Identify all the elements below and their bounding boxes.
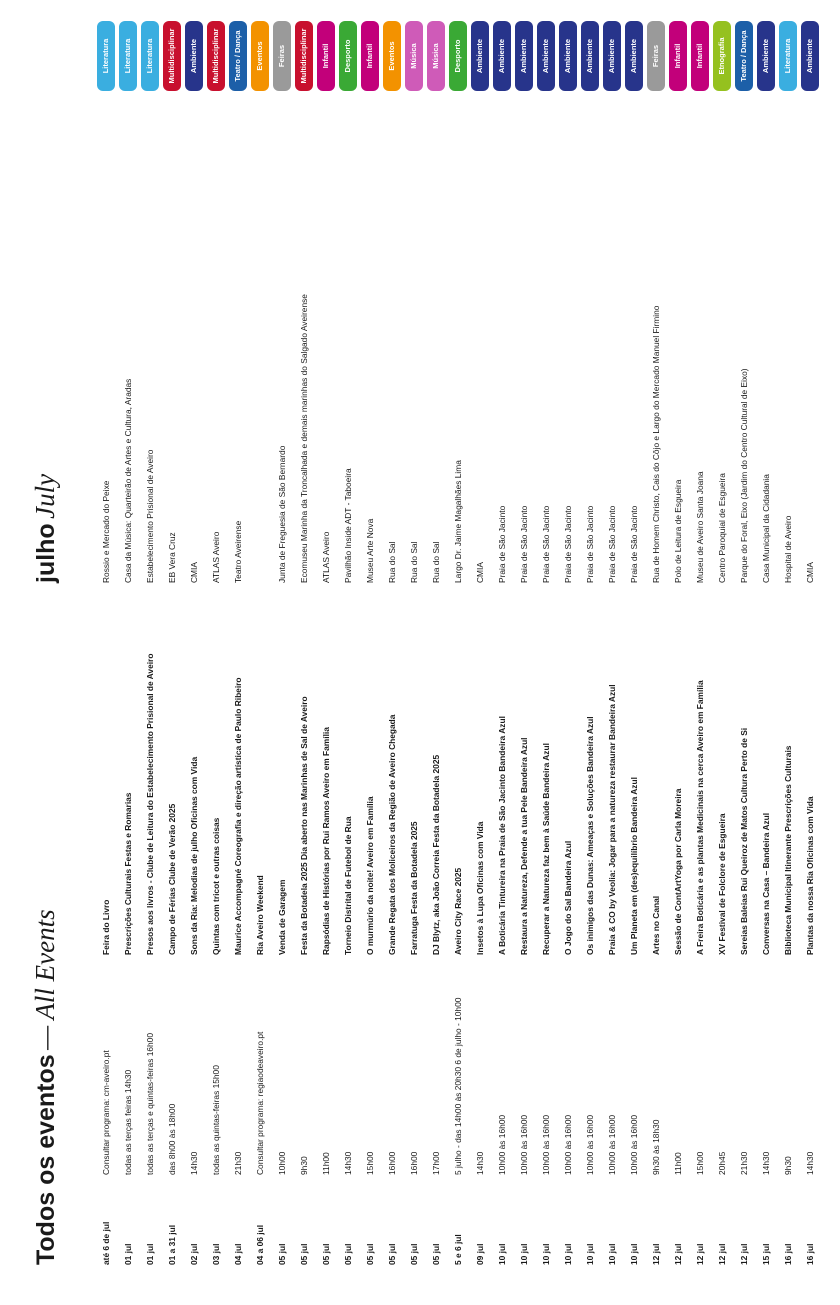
event-row	[602, 0, 624, 1305]
category-badge: Teatro / Dança	[735, 21, 753, 91]
event-date: 10 jul	[563, 1243, 573, 1265]
event-date: 05 jul	[277, 1243, 287, 1265]
event-place: Praia de São Jacinto	[607, 505, 617, 583]
event-row	[404, 0, 426, 1305]
category-badge: Infantil	[317, 21, 335, 91]
category-badge: Multidisciplinar	[295, 21, 313, 91]
event-date: até 6 de jul	[101, 1221, 111, 1265]
event-name: O Jogo do Sal Bandeira Azul	[563, 840, 573, 955]
category-badge: Literatura	[779, 21, 797, 91]
event-place: Ecomuseu Marinha da Troncalhada e demais marinhas do Salgado Aveirense	[299, 294, 309, 583]
event-time: 10h00 às 16h00	[541, 1114, 551, 1175]
event-row	[712, 0, 734, 1305]
category-badge: Infantil	[361, 21, 379, 91]
section-title-all-events	[30, 909, 61, 1265]
event-date: 10 jul	[497, 1243, 507, 1265]
event-row	[756, 0, 778, 1305]
event-place: Rua do Sal	[387, 541, 397, 583]
event-date: 10 jul	[629, 1243, 639, 1265]
category-badge: Música	[427, 21, 445, 91]
event-name: O murmúrio da noite! Aveiro em Família	[365, 796, 375, 955]
event-place: Museu de Aveiro Santa Joana	[695, 471, 705, 583]
event-name: Insetos à Lupa Oficinas com Vida	[475, 821, 485, 955]
event-place: Rua de Homem Christo, Cais do Côjo e Largo do Mercado Manuel Firmino	[651, 305, 661, 583]
event-name: Farratuga Festa da Botadela 2025	[409, 821, 419, 955]
event-time: 10h00	[277, 1151, 287, 1175]
event-row	[140, 0, 162, 1305]
event-place: Polo de Leitura de Esgueira	[673, 479, 683, 583]
category-badge: Literatura	[97, 21, 115, 91]
event-date: 09 jul	[475, 1243, 485, 1265]
event-row	[514, 0, 536, 1305]
event-row	[448, 0, 470, 1305]
category-badge: Multidisciplinar	[163, 21, 181, 91]
event-place: Praia de São Jacinto	[541, 505, 551, 583]
event-date: 04 jul	[233, 1243, 243, 1265]
event-name: Artes no Canal	[651, 895, 661, 955]
event-date: 05 jul	[365, 1243, 375, 1265]
event-name: Sereias Baleias Rui Queiroz de Matos Cultura Perto de Si	[739, 727, 749, 955]
event-place: Parque do Foral, Eixo (Jardim do Centro Cultural de Eixo)	[739, 368, 749, 583]
event-place: Praia de São Jacinto	[519, 505, 529, 583]
event-date: 01 jul	[123, 1243, 133, 1265]
event-row	[580, 0, 602, 1305]
event-time: 21h30	[739, 1151, 749, 1175]
event-name: Presos aos livros - Clube de Leitura do Estabelecimento Prisional de Aveiro	[145, 653, 155, 955]
event-place: Hospital de Aveiro	[783, 515, 793, 583]
event-time: 10h00 às 16h00	[497, 1114, 507, 1175]
event-name: XV Festival de Folclore de Esgueira	[717, 813, 727, 955]
event-place: Centro Paroquial de Esgueira	[717, 473, 727, 583]
event-date: 05 jul	[321, 1243, 331, 1265]
category-badge: Literatura	[141, 21, 159, 91]
event-time: Consultar programa: cm-aveiro.pt	[101, 1050, 111, 1175]
category-badge: Ambiente	[801, 21, 819, 91]
category-badge: Ambiente	[625, 21, 643, 91]
event-date: 10 jul	[607, 1243, 617, 1265]
event-name: Prescrições Culturais Festas e Romarias	[123, 792, 133, 955]
event-time: 14h30	[189, 1151, 199, 1175]
category-badge: Etnografia	[713, 21, 731, 91]
event-row	[778, 0, 800, 1305]
category-badge: Eventos	[251, 21, 269, 91]
category-badge: Ambiente	[757, 21, 775, 91]
event-time: das 8h00 às 18h00	[167, 1103, 177, 1175]
event-row	[338, 0, 360, 1305]
event-row	[316, 0, 338, 1305]
event-name: Conversas na Casa – Bandeira Azul	[761, 812, 771, 955]
event-place: Praia de São Jacinto	[585, 505, 595, 583]
category-badge: Ambiente	[471, 21, 489, 91]
event-time: todas as terças feiras 14h30	[123, 1069, 133, 1175]
category-badge: Ambiente	[515, 21, 533, 91]
event-row	[624, 0, 646, 1305]
category-badge: Ambiente	[603, 21, 621, 91]
event-place: Praia de São Jacinto	[497, 505, 507, 583]
event-place: CMIA	[805, 562, 815, 583]
event-date: 05 jul	[431, 1243, 441, 1265]
event-time: 15h00	[695, 1151, 705, 1175]
event-name: Um Planeta em (des)equilíbrio Bandeira Azul	[629, 777, 639, 955]
event-date: 12 jul	[651, 1243, 661, 1265]
event-row	[206, 0, 228, 1305]
category-badge: Música	[405, 21, 423, 91]
event-name: A Freira Boticária e as plantas Medicinais na cerca Aveiro em Família	[695, 680, 705, 955]
section-title-july	[30, 474, 61, 583]
event-date: 12 jul	[695, 1243, 705, 1265]
category-badge: Literatura	[119, 21, 137, 91]
month-title: julho	[32, 523, 60, 583]
event-date: 04 a 06 jul	[255, 1224, 265, 1265]
event-place: EB Vera Cruz	[167, 532, 177, 583]
event-row	[184, 0, 206, 1305]
event-time: 10h00 às 16h00	[585, 1114, 595, 1175]
event-time: 10h00 às 16h00	[563, 1114, 573, 1175]
event-time: Consultar programa: regiaodeaveiro.pt	[255, 1031, 265, 1175]
event-date: 15 jul	[761, 1243, 771, 1265]
event-date: 12 jul	[717, 1243, 727, 1265]
event-time: 14h30	[761, 1151, 771, 1175]
event-name: Festa da Botadela 2025 Dia aberto nas Marinhas de Sal de Aveiro	[299, 696, 309, 955]
event-row	[800, 0, 822, 1305]
category-badge: Ambiente	[537, 21, 555, 91]
event-place: Rua do Sal	[409, 541, 419, 583]
event-row	[250, 0, 272, 1305]
event-date: 05 jul	[343, 1243, 353, 1265]
event-time: todas as quintas-feiras 15h00	[211, 1065, 221, 1175]
event-date: 10 jul	[585, 1243, 595, 1265]
event-time: 10h00 às 16h00	[519, 1114, 529, 1175]
category-badge: Teatro / Dança	[229, 21, 247, 91]
event-date: 02 jul	[189, 1243, 199, 1265]
event-place: CMIA	[475, 562, 485, 583]
event-date: 03 jul	[211, 1243, 221, 1265]
event-name: Sons da Ria: Melodias de julho Oficinas com Vida	[189, 756, 199, 955]
category-badge: Desporto	[339, 21, 357, 91]
category-badge: Infantil	[669, 21, 687, 91]
event-date: 12 jul	[673, 1243, 683, 1265]
event-row	[558, 0, 580, 1305]
event-time: 15h00	[365, 1151, 375, 1175]
event-time: 17h00	[431, 1151, 441, 1175]
event-row	[96, 0, 118, 1305]
event-place: Rossio e Mercado do Peixe	[101, 480, 111, 583]
event-name: Torneio Distrital de Futebol de Rua	[343, 816, 353, 955]
event-place: Teatro Aveirense	[233, 520, 243, 583]
event-time: 16h00	[387, 1151, 397, 1175]
event-time: 14h30	[805, 1151, 815, 1175]
event-row	[668, 0, 690, 1305]
event-date: 01 jul	[145, 1243, 155, 1265]
event-time: 14h30	[475, 1151, 485, 1175]
event-time: 14h30	[343, 1151, 353, 1175]
event-date: 16 jul	[805, 1243, 815, 1265]
event-row	[162, 0, 184, 1305]
event-name: Rapsódias de Histórias por Rui Ramos Aveiro em Família	[321, 727, 331, 955]
event-place: CMIA	[189, 562, 199, 583]
event-row	[426, 0, 448, 1305]
event-name: Os inimigos das Dunas: Ameaças e Soluções Bandeira Azul	[585, 716, 595, 955]
event-row	[734, 0, 756, 1305]
event-time: 9h30	[783, 1156, 793, 1175]
event-time: 20h45	[717, 1151, 727, 1175]
event-date: 01 a 31 jul	[167, 1224, 177, 1265]
event-time: 9h30	[299, 1156, 309, 1175]
category-badge: Desporto	[449, 21, 467, 91]
event-place: Junta de Freguesia de São Bernardo	[277, 445, 287, 583]
category-badge: Ambiente	[493, 21, 511, 91]
event-place: Museu Arte Nova	[365, 518, 375, 583]
event-time: 5 julho - das 14h00 às 20h30 6 de julho - 10h00	[453, 997, 463, 1175]
event-name: Ria Aveiro Weekend	[255, 875, 265, 955]
month-subtitle: July	[30, 473, 60, 519]
category-badge: Feiras	[273, 21, 291, 91]
event-name: Aveiro City Race 2025	[453, 867, 463, 955]
title-subtitle: — All Events	[30, 909, 60, 1050]
event-place: Casa da Música: Quarteirão de Artes e Cultura, Aradas	[123, 378, 133, 583]
event-row	[646, 0, 668, 1305]
event-name: Praia & CO by Veolia: Jogar para a natureza restaurar Bandeira Azul	[607, 684, 617, 955]
event-row	[360, 0, 382, 1305]
event-name: Grande Regata dos Moliceiros da Região de Aveiro Chegada	[387, 714, 397, 955]
event-row	[118, 0, 140, 1305]
event-name: Biblioteca Municipal Itinerante Prescrições Culturais	[783, 745, 793, 955]
event-date: 05 jul	[299, 1243, 309, 1265]
event-time: 21h30	[233, 1151, 243, 1175]
event-name: Feira do Livro	[101, 899, 111, 955]
event-name: DJ Blytz, aka João Correia Festa da Botadela 2025	[431, 754, 441, 955]
event-row	[536, 0, 558, 1305]
event-row	[272, 0, 294, 1305]
event-time: 10h00 às 16h00	[607, 1114, 617, 1175]
event-row	[228, 0, 250, 1305]
event-time: 10h00 às 16h00	[629, 1114, 639, 1175]
event-place: Estabelecimento Prisional de Aveiro	[145, 449, 155, 583]
event-place: Praia de São Jacinto	[563, 505, 573, 583]
category-badge: Ambiente	[559, 21, 577, 91]
event-place: ATLAS Aveiro	[321, 531, 331, 583]
category-badge: Infantil	[691, 21, 709, 91]
category-badge: Multidisciplinar	[207, 21, 225, 91]
event-name: A Boticária Tintureira na Praia de São Jacinto Bandeira Azul	[497, 716, 507, 955]
event-time: 9h30 às 18h30	[651, 1119, 661, 1175]
event-date: 10 jul	[519, 1243, 529, 1265]
category-badge: Ambiente	[581, 21, 599, 91]
event-place: ATLAS Aveiro	[211, 531, 221, 583]
event-name: Quintas com tricot e outras coisas	[211, 817, 221, 955]
event-date: 05 jul	[387, 1243, 397, 1265]
event-place: Largo Dr. Jaime Magalhães Lima	[453, 460, 463, 583]
event-name: Plantas da nossa Ria Oficinas com Vida	[805, 796, 815, 955]
event-date: 05 jul	[409, 1243, 419, 1265]
event-date: 10 jul	[541, 1243, 551, 1265]
event-time: 16h00	[409, 1151, 419, 1175]
category-badge: Ambiente	[185, 21, 203, 91]
event-time: 11h00	[321, 1152, 331, 1175]
event-date: 12 jul	[739, 1243, 749, 1265]
event-time: todas as terças e quintas-feiras 16h00	[145, 1033, 155, 1175]
event-name: Venda de Garagem	[277, 879, 287, 955]
event-date: 16 jul	[783, 1243, 793, 1265]
event-name: Maurice Accompagné Coreografia e direção artística de Paulo Ribeiro	[233, 677, 243, 955]
event-name: Recuperar a Natureza faz bem à Saúde Bandeira Azul	[541, 743, 551, 955]
event-name: Restaura a Natureza, Defende a tua Pele Bandeira Azul	[519, 737, 529, 955]
event-date: 5 e 6 jul	[453, 1234, 463, 1265]
event-row	[690, 0, 712, 1305]
event-row	[470, 0, 492, 1305]
event-row	[492, 0, 514, 1305]
event-place: Pavilhão Inside ADT - Taboeira	[343, 468, 353, 583]
event-place: Rua do Sal	[431, 541, 441, 583]
event-row	[294, 0, 316, 1305]
title-main: Todos os eventos	[32, 1054, 60, 1265]
event-place: Praia de São Jacinto	[629, 505, 639, 583]
event-time: 11h00	[673, 1152, 683, 1175]
event-name: Campo de Férias Clube de Verão 2025	[167, 803, 177, 955]
event-row	[382, 0, 404, 1305]
event-name: Sessão de ContArtYoga por Carla Moreira	[673, 788, 683, 955]
event-place: Casa Municipal da Cidadania	[761, 474, 771, 583]
category-badge: Feiras	[647, 21, 665, 91]
category-badge: Eventos	[383, 21, 401, 91]
